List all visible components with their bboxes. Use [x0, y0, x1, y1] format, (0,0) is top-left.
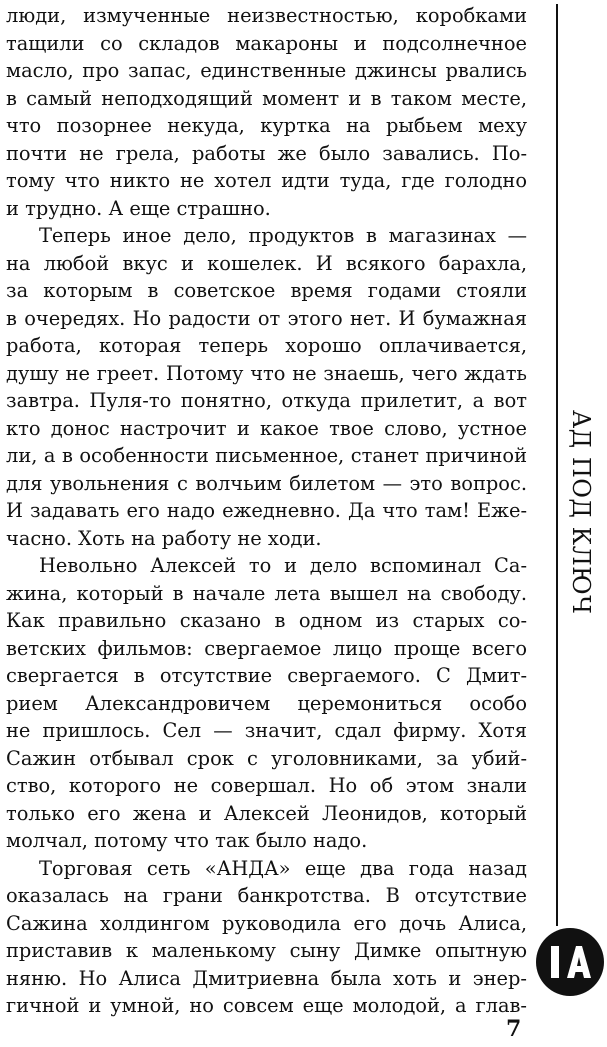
text-line: приставив к маленькому сыну Димке опытную — [6, 939, 527, 962]
running-head-title: АД ПОД КЛЮЧ — [567, 410, 595, 615]
text-line: жина, который в начале лета вышел на свободу. — [6, 581, 527, 605]
text-line: Сажина холдингом руководила его дочь Алиса, — [6, 911, 527, 935]
text-line: в самый неподходящий момент и в таком месте, — [6, 86, 527, 110]
text-line: Невольно Алексей то и дело вспоминал Са- — [39, 554, 527, 577]
text-line: рием Александровичем церемониться особо — [6, 691, 527, 715]
text-line: завтра. Пуля-то понятно, откуда прилетит, а вот — [6, 389, 527, 412]
text-line: ли, а в особенности письменное, станет причиной — [6, 444, 527, 467]
text-line: в очередях. Но радости от этого нет. И бумажная — [6, 306, 527, 330]
text-line: для увольнения с волчьим билетом — это вопрос. — [6, 471, 527, 495]
text-line: Теперь иное дело, продуктов в магазинах — — [39, 224, 527, 247]
text-line: за которым в советское время годами стояли — [6, 279, 527, 302]
text-line: И задавать его надо ежедневно. Да что там! Еже- — [6, 499, 527, 522]
text-line: только его жена и Алексей Леонидов, который — [6, 801, 527, 825]
paragraph-4 — [6, 855, 527, 1020]
page-body — [6, 2, 527, 1020]
text-line: гичной и умной, но совсем еще молодой, а глав- — [6, 994, 527, 1017]
text-line: Торговая сеть «АНДА» еще два года назад — [39, 856, 527, 880]
paragraph-2 — [6, 222, 527, 552]
text-line: люди, измученные неизвестностью, коробками — [6, 4, 527, 27]
publisher-logo-circle — [536, 928, 604, 996]
text-line: кто донос настрочит и какое твое слово, устное — [6, 416, 527, 440]
text-line: что позорнее некуда, куртка на рыбьем меху — [6, 114, 527, 137]
text-line: часно. Хоть на работу не ходи. — [6, 526, 322, 550]
text-line: свергается в отсутствие свергаемого. С Дмит- — [6, 664, 527, 687]
paragraph-1 — [6, 2, 527, 222]
text-line: Сажин отбывал срок с уголовниками, за убий- — [6, 746, 527, 770]
text-line: тащили со складов макароны и подсолнечное — [6, 31, 527, 55]
publisher-logo-icon — [534, 926, 606, 998]
text-line: оказалась на грани банкротства. В отсутствие — [6, 884, 527, 907]
text-line: няню. Но Алиса Дмитриевна была хоть и энер- — [6, 966, 527, 990]
text-line: масло, про запас, единственные джинсы рвались — [6, 59, 527, 82]
paragraph-3 — [6, 552, 527, 855]
text-line: на любой вкус и кошелек. И всякого барахла, — [6, 251, 527, 275]
text-line: почти не грела, работы же было завались. По- — [6, 141, 527, 165]
text-line: работа, которая теперь хорошо оплачивается, — [6, 334, 527, 357]
text-line: тому что никто не хотел идти туда, где голодно — [6, 169, 527, 192]
text-line: не пришлось. Сел — значит, сдал фирму. Хотя — [6, 719, 527, 742]
text-line: и трудно. А еще страшно. — [6, 196, 271, 220]
text-line: ветских фильмов: свергаемое лицо проще всего — [6, 636, 527, 660]
running-head — [558, 410, 604, 660]
text-line: молчал, потому что так было надо. — [6, 829, 368, 852]
text-line: ство, которого не совершал. Но об этом знали — [6, 774, 527, 797]
page-number: 7 — [506, 1016, 522, 1042]
text-line: Как правильно сказано в одном из старых со- — [6, 609, 527, 632]
text-line: душу не греет. Потому что не знаешь, чего ждать — [6, 361, 527, 385]
